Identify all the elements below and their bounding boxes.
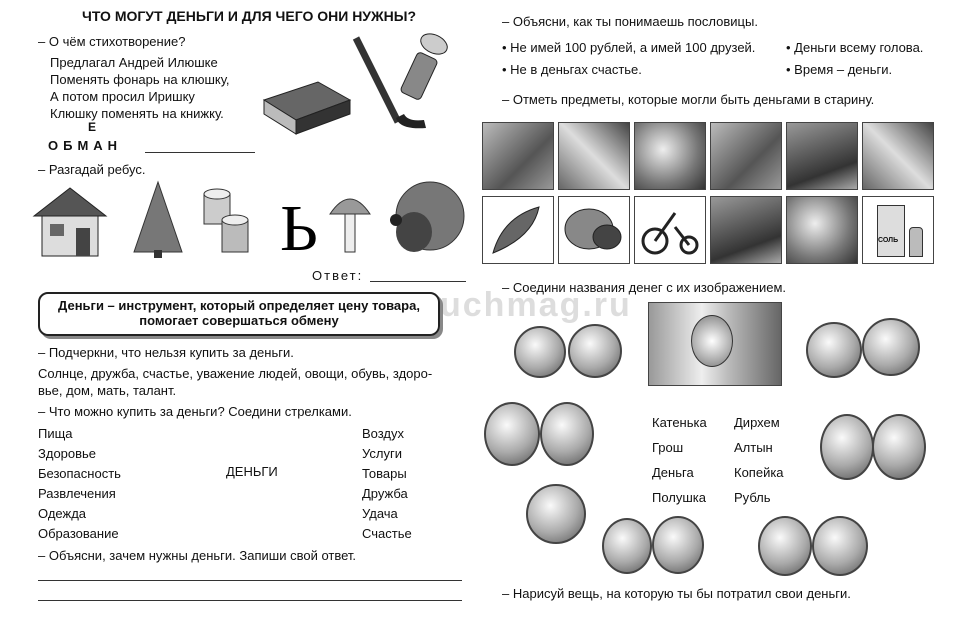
- coin-icon: [820, 414, 874, 480]
- money-connect-question: – Соедини названия денег с их изображением.: [502, 280, 787, 295]
- walnut-icon: [559, 197, 629, 263]
- list-item: Здоровье: [38, 446, 97, 461]
- poem-line: Предлагал Андрей Илюшке: [50, 55, 218, 70]
- salt-photo[interactable]: [862, 196, 934, 264]
- list-item: Воздух: [362, 426, 405, 441]
- flowers-photo[interactable]: [558, 122, 630, 190]
- poem-pictures: [258, 30, 468, 140]
- coin-icon: [806, 322, 862, 378]
- turkey-icon: [390, 182, 464, 252]
- shell-photo[interactable]: [482, 122, 554, 190]
- proverb: • Не в деньгах счастье.: [502, 62, 642, 77]
- answer-line: [38, 580, 462, 581]
- money-names-right: [734, 410, 784, 510]
- answer-line: [38, 600, 462, 601]
- rebus-soft-sign: Ь: [280, 192, 318, 260]
- watermark: uchmag.ru: [440, 286, 632, 324]
- proverbs-question: – Объясни, как ты понимаешь пословицы.: [502, 14, 758, 29]
- center-word: ДЕНЬГИ: [226, 464, 278, 479]
- mushroom-icon: [330, 199, 370, 252]
- animal-photo[interactable]: [786, 122, 858, 190]
- coin-icon: [540, 402, 594, 466]
- mice-photo[interactable]: [710, 122, 782, 190]
- money-name: Катенька: [652, 415, 707, 430]
- coin-icon: [484, 402, 540, 466]
- flashlight-icon: [400, 30, 451, 101]
- proverb: • Деньги всему голова.: [786, 40, 924, 55]
- money-name: Копейка: [734, 465, 784, 480]
- right-column: [362, 424, 412, 544]
- explain-question: – Объясни, зачем нужны деньги. Запиши свой ответ.: [38, 548, 357, 563]
- geese-photo[interactable]: [710, 196, 782, 264]
- list-item: Дружба: [362, 486, 408, 501]
- house-icon: [34, 188, 106, 256]
- pepper-photo[interactable]: [482, 196, 554, 264]
- page-title: ЧТО МОГУТ ДЕНЬГИ И ДЛЯ ЧЕГО ОНИ НУЖНЫ?: [82, 8, 417, 24]
- definition-box: [38, 292, 440, 336]
- coin-icon: [652, 516, 704, 574]
- answer-label: Ответ:: [312, 268, 364, 283]
- list-item: Развлечения: [38, 486, 116, 501]
- coin-icon: [758, 516, 812, 576]
- underline-text: вье, дом, мать, талант.: [38, 383, 177, 398]
- poem-question: – О чём стихотворение?: [38, 34, 186, 49]
- fish-photo[interactable]: [634, 122, 706, 190]
- poem: [50, 54, 230, 122]
- poem-line: А потом просил Иришку: [50, 89, 195, 104]
- underline-text: Солнце, дружба, счастье, уважение людей, овощи, обувь, здоро-: [38, 366, 433, 381]
- pepper-icon: [483, 197, 553, 263]
- walnut-photo[interactable]: [558, 196, 630, 264]
- coin-icon: [526, 484, 586, 544]
- rebus-question: – Разгадай ребус.: [38, 162, 146, 177]
- coin-icon: [812, 516, 868, 576]
- money-name: Алтын: [734, 440, 773, 455]
- money-name: Деньга: [652, 465, 694, 480]
- list-item: Счастье: [362, 526, 412, 541]
- list-item: Безопасность: [38, 466, 121, 481]
- money-name: Дирхем: [734, 415, 780, 430]
- list-item: Услуги: [362, 446, 402, 461]
- spools-icon: [204, 189, 248, 252]
- sheep-photo[interactable]: [786, 196, 858, 264]
- money-name: Полушка: [652, 490, 707, 505]
- tricycle-icon: [635, 197, 705, 263]
- rebus-pictures: [30, 180, 470, 260]
- spruce-icon: [134, 182, 182, 258]
- list-item: Одежда: [38, 506, 87, 521]
- underline-question: – Подчеркни, что нельзя купить за деньги.: [38, 345, 294, 360]
- poem-line: Поменять фонарь на клюшку,: [50, 72, 230, 87]
- portrait-icon: [691, 315, 733, 367]
- tricycle-photo[interactable]: [634, 196, 706, 264]
- salt-label: СОЛЬ: [878, 237, 899, 244]
- money-name: Рубль: [734, 490, 771, 505]
- definition-line: Деньги – инструмент, который определяет цену товара,: [58, 298, 420, 313]
- coin-icon: [872, 414, 926, 480]
- answer-line: [145, 152, 255, 153]
- connect-question: – Что можно купить за деньги? Соедини стрелками.: [38, 404, 352, 419]
- coin-icon: [602, 518, 652, 574]
- proverb: • Не имей 100 рублей, а имей 100 друзей.: [502, 40, 756, 55]
- obman-word: ОБМАН: [48, 138, 123, 153]
- banknote-icon: [648, 302, 782, 386]
- money-names-left: [652, 410, 707, 510]
- proverb: • Время – деньги.: [786, 62, 893, 77]
- obman-letter: Е: [88, 120, 97, 134]
- answer-line: [370, 281, 466, 282]
- list-item: Пища: [38, 426, 73, 441]
- money-name: Грош: [652, 440, 684, 455]
- salt-box-icon: [877, 205, 905, 257]
- coin-icon: [514, 326, 566, 378]
- coin-icon: [862, 318, 920, 376]
- list-item: Товары: [362, 466, 407, 481]
- items-question: – Отметь предметы, которые могли быть деньгами в старину.: [502, 92, 875, 107]
- list-item: Образование: [38, 526, 119, 541]
- definition-line: помогает совершаться обмену: [139, 313, 339, 328]
- draw-question: – Нарисуй вещь, на которую ты бы потратил свои деньги.: [502, 586, 851, 601]
- salt-shaker-icon: [909, 227, 923, 257]
- poem-line: Клюшку поменять на книжку.: [50, 106, 224, 121]
- coin-icon: [568, 324, 622, 378]
- leaves-photo[interactable]: [862, 122, 934, 190]
- list-item: Удача: [362, 506, 398, 521]
- book-icon: [264, 82, 350, 134]
- left-column: [38, 424, 121, 544]
